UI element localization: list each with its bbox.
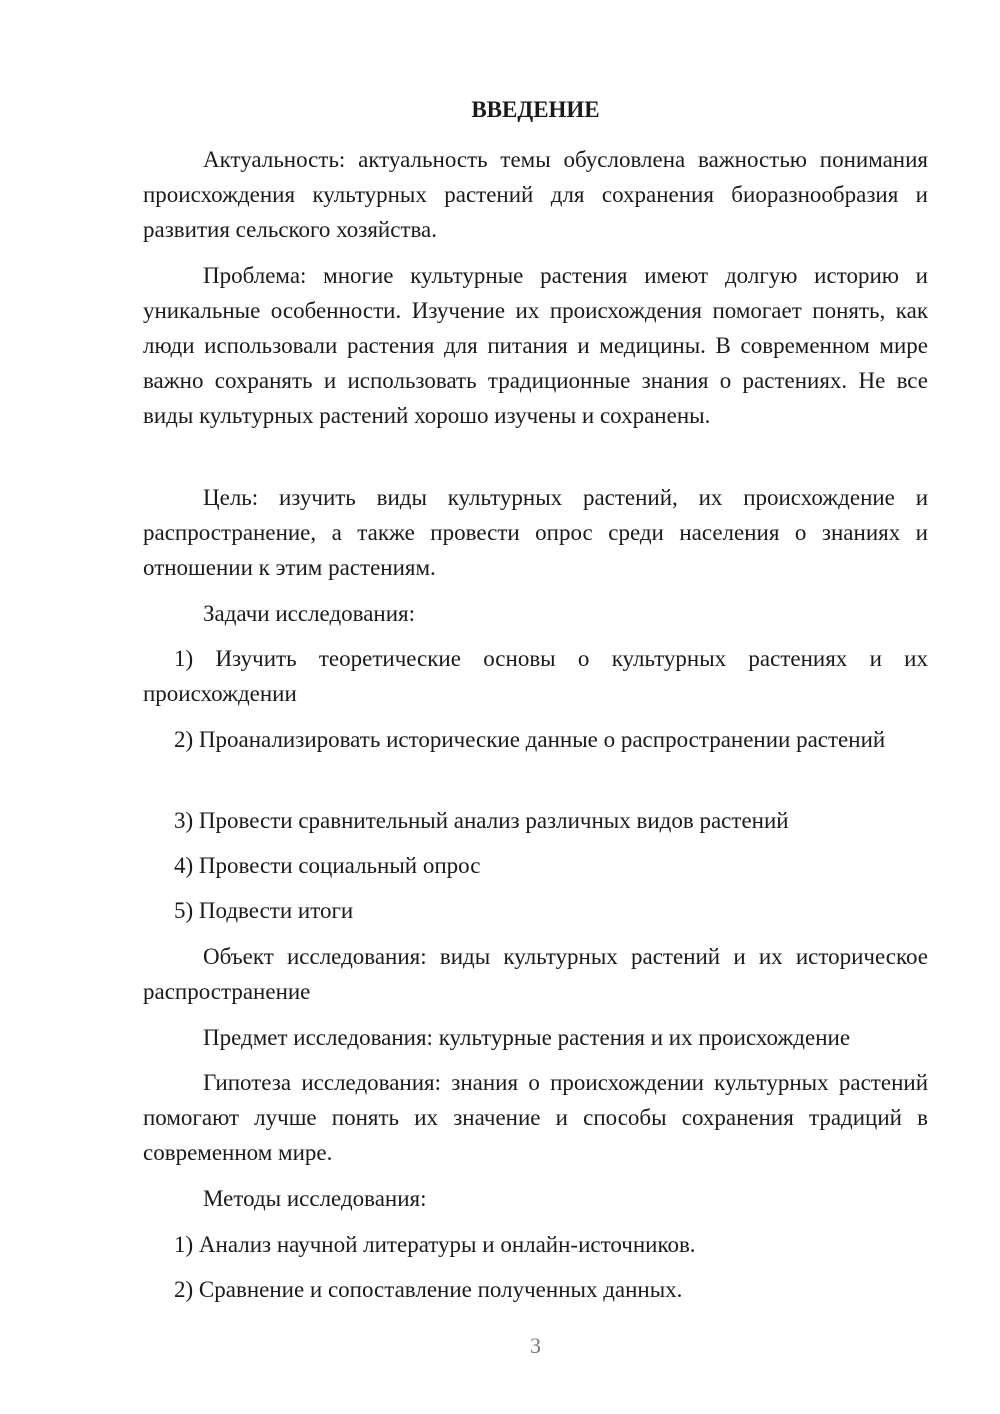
- task-item-1: 1) Изучить теоретические основы о культурных растениях и их происхождении: [143, 646, 928, 706]
- task-item-3: 3) Провести сравнительный анализ различных видов растений: [174, 808, 789, 833]
- subject-paragraph: Предмет исследования: культурные растения и их происхождение: [203, 1025, 851, 1050]
- document-page: [143, 0, 928, 1414]
- task-item-2: 2) Проанализировать исторические данные о распространении растений: [174, 727, 886, 752]
- hypothesis-paragraph: Гипотеза исследования: знания о происхождении культурных растений помогают лучше понять их значение и способы сохранения традиций в современном мире.: [143, 1070, 928, 1165]
- task-item-5: 5) Подвести итоги: [174, 898, 354, 923]
- object-paragraph: Объект исследования: виды культурных растений и их историческое распространение: [143, 944, 928, 1004]
- problem-paragraph: Проблема: многие культурные растения имеют долгую историю и уникальные особенности. Изучение их происхождения помогает понять, как люди использовали растения для питания и медицины. В современном мире важно сохранять и использовать традиционные знания о растениях. Не все виды культурных растений хорошо изучены и сохранены.: [143, 263, 928, 428]
- goal-paragraph: Цель: изучить виды культурных растений, их происхождение и распространение, а также провести опрос среди населения о знаниях и отношении к этим растениям.: [143, 485, 928, 580]
- tasks-heading: Задачи исследования:: [203, 601, 416, 626]
- section-heading: ВВЕДЕНИЕ: [471, 97, 600, 122]
- page-number: 3: [530, 1333, 541, 1358]
- method-item-1: 1) Анализ научной литературы и онлайн-источников.: [174, 1232, 696, 1257]
- task-item-4: 4) Провести социальный опрос: [174, 853, 481, 878]
- methods-heading: Методы исследования:: [203, 1186, 427, 1211]
- relevance-paragraph: Актуальность: актуальность темы обусловлена важностью понимания происхождения культурных растений для сохранения биоразнообразия и развития сельского хозяйства.: [143, 147, 928, 242]
- method-item-2: 2) Сравнение и сопоставление полученных данных.: [174, 1277, 683, 1302]
